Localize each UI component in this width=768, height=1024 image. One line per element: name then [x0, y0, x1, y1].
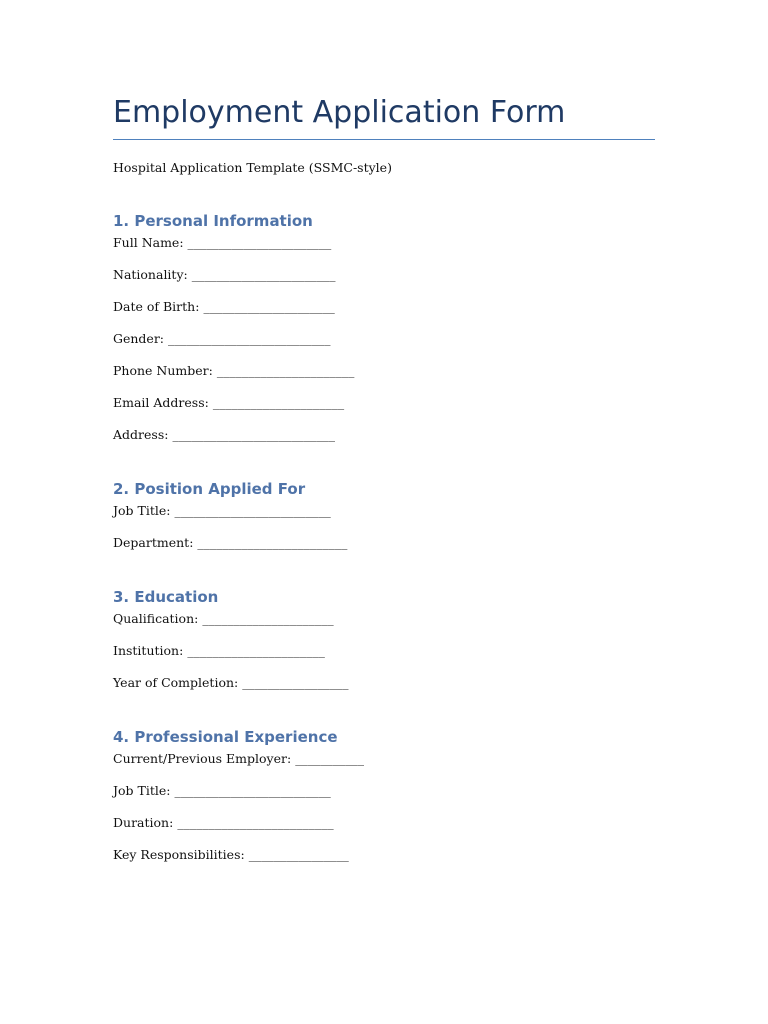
fill-in-blank-line[interactable]: ___________: [295, 751, 364, 766]
field-label: Current/Previous Employer:: [113, 751, 292, 766]
section-heading-professional-experience: 4. Professional Experience: [113, 728, 338, 746]
field-label: Year of Completion:: [113, 675, 239, 690]
field-label: Institution:: [113, 643, 184, 658]
field-label: Phone Number:: [113, 363, 213, 378]
fill-in-blank-line[interactable]: _________________: [242, 675, 349, 690]
field-job-title[interactable]: [113, 502, 331, 520]
field-label: Duration:: [113, 815, 174, 830]
field-year-of-completion[interactable]: [113, 674, 349, 692]
field-email-address[interactable]: [113, 394, 344, 412]
fill-in-blank-line[interactable]: _________________________: [177, 815, 334, 830]
field-nationality[interactable]: [113, 266, 335, 284]
fill-in-blank-line[interactable]: __________________________: [168, 331, 331, 346]
title-underline-rule: [113, 139, 655, 140]
field-address[interactable]: [113, 426, 335, 444]
field-label: Full Name:: [113, 235, 184, 250]
fill-in-blank-line[interactable]: _____________________: [212, 395, 345, 410]
fill-in-blank-line[interactable]: ________________: [248, 847, 349, 862]
field-full-name[interactable]: [113, 234, 331, 252]
field-label: Qualification:: [113, 611, 199, 626]
field-label: Key Responsibilities:: [113, 847, 245, 862]
field-current-previous-employer[interactable]: [113, 750, 364, 768]
field-label: Job Title:: [113, 783, 171, 798]
field-label: Department:: [113, 535, 194, 550]
fill-in-blank-line[interactable]: _________________________: [174, 503, 331, 518]
section-heading-position-applied-for: 2. Position Applied For: [113, 480, 306, 498]
fill-in-blank-line[interactable]: _________________________: [174, 783, 331, 798]
fill-in-blank-line[interactable]: ______________________: [187, 643, 325, 658]
fill-in-blank-line[interactable]: _____________________: [203, 299, 335, 314]
field-label: Date of Birth:: [113, 299, 200, 314]
field-key-responsibilities[interactable]: [113, 846, 349, 864]
field-label: Email Address:: [113, 395, 209, 410]
field-label: Job Title:: [113, 503, 171, 518]
field-experience-job-title[interactable]: [113, 782, 331, 800]
field-duration[interactable]: [113, 814, 334, 832]
field-institution[interactable]: [113, 642, 325, 660]
field-label: Nationality:: [113, 267, 188, 282]
fill-in-blank-line[interactable]: _______________________: [187, 235, 332, 250]
field-department[interactable]: [113, 534, 347, 552]
page-title: Employment Application Form: [113, 95, 566, 130]
section-heading-personal-information: 1. Personal Information: [113, 212, 313, 230]
fill-in-blank-line[interactable]: __________________________: [172, 427, 335, 442]
fill-in-blank-line[interactable]: ________________________: [197, 535, 348, 550]
fill-in-blank-line[interactable]: _______________________: [191, 267, 336, 282]
field-qualification[interactable]: [113, 610, 334, 628]
document-subtitle: Hospital Application Template (SSMC-style): [113, 160, 392, 175]
field-label: Gender:: [113, 331, 165, 346]
field-date-of-birth[interactable]: [113, 298, 335, 316]
fill-in-blank-line[interactable]: ______________________: [216, 363, 355, 378]
fill-in-blank-line[interactable]: _____________________: [202, 611, 334, 626]
field-phone-number[interactable]: [113, 362, 354, 380]
field-gender[interactable]: [113, 330, 331, 348]
field-label: Address:: [113, 427, 169, 442]
section-heading-education: 3. Education: [113, 588, 219, 606]
